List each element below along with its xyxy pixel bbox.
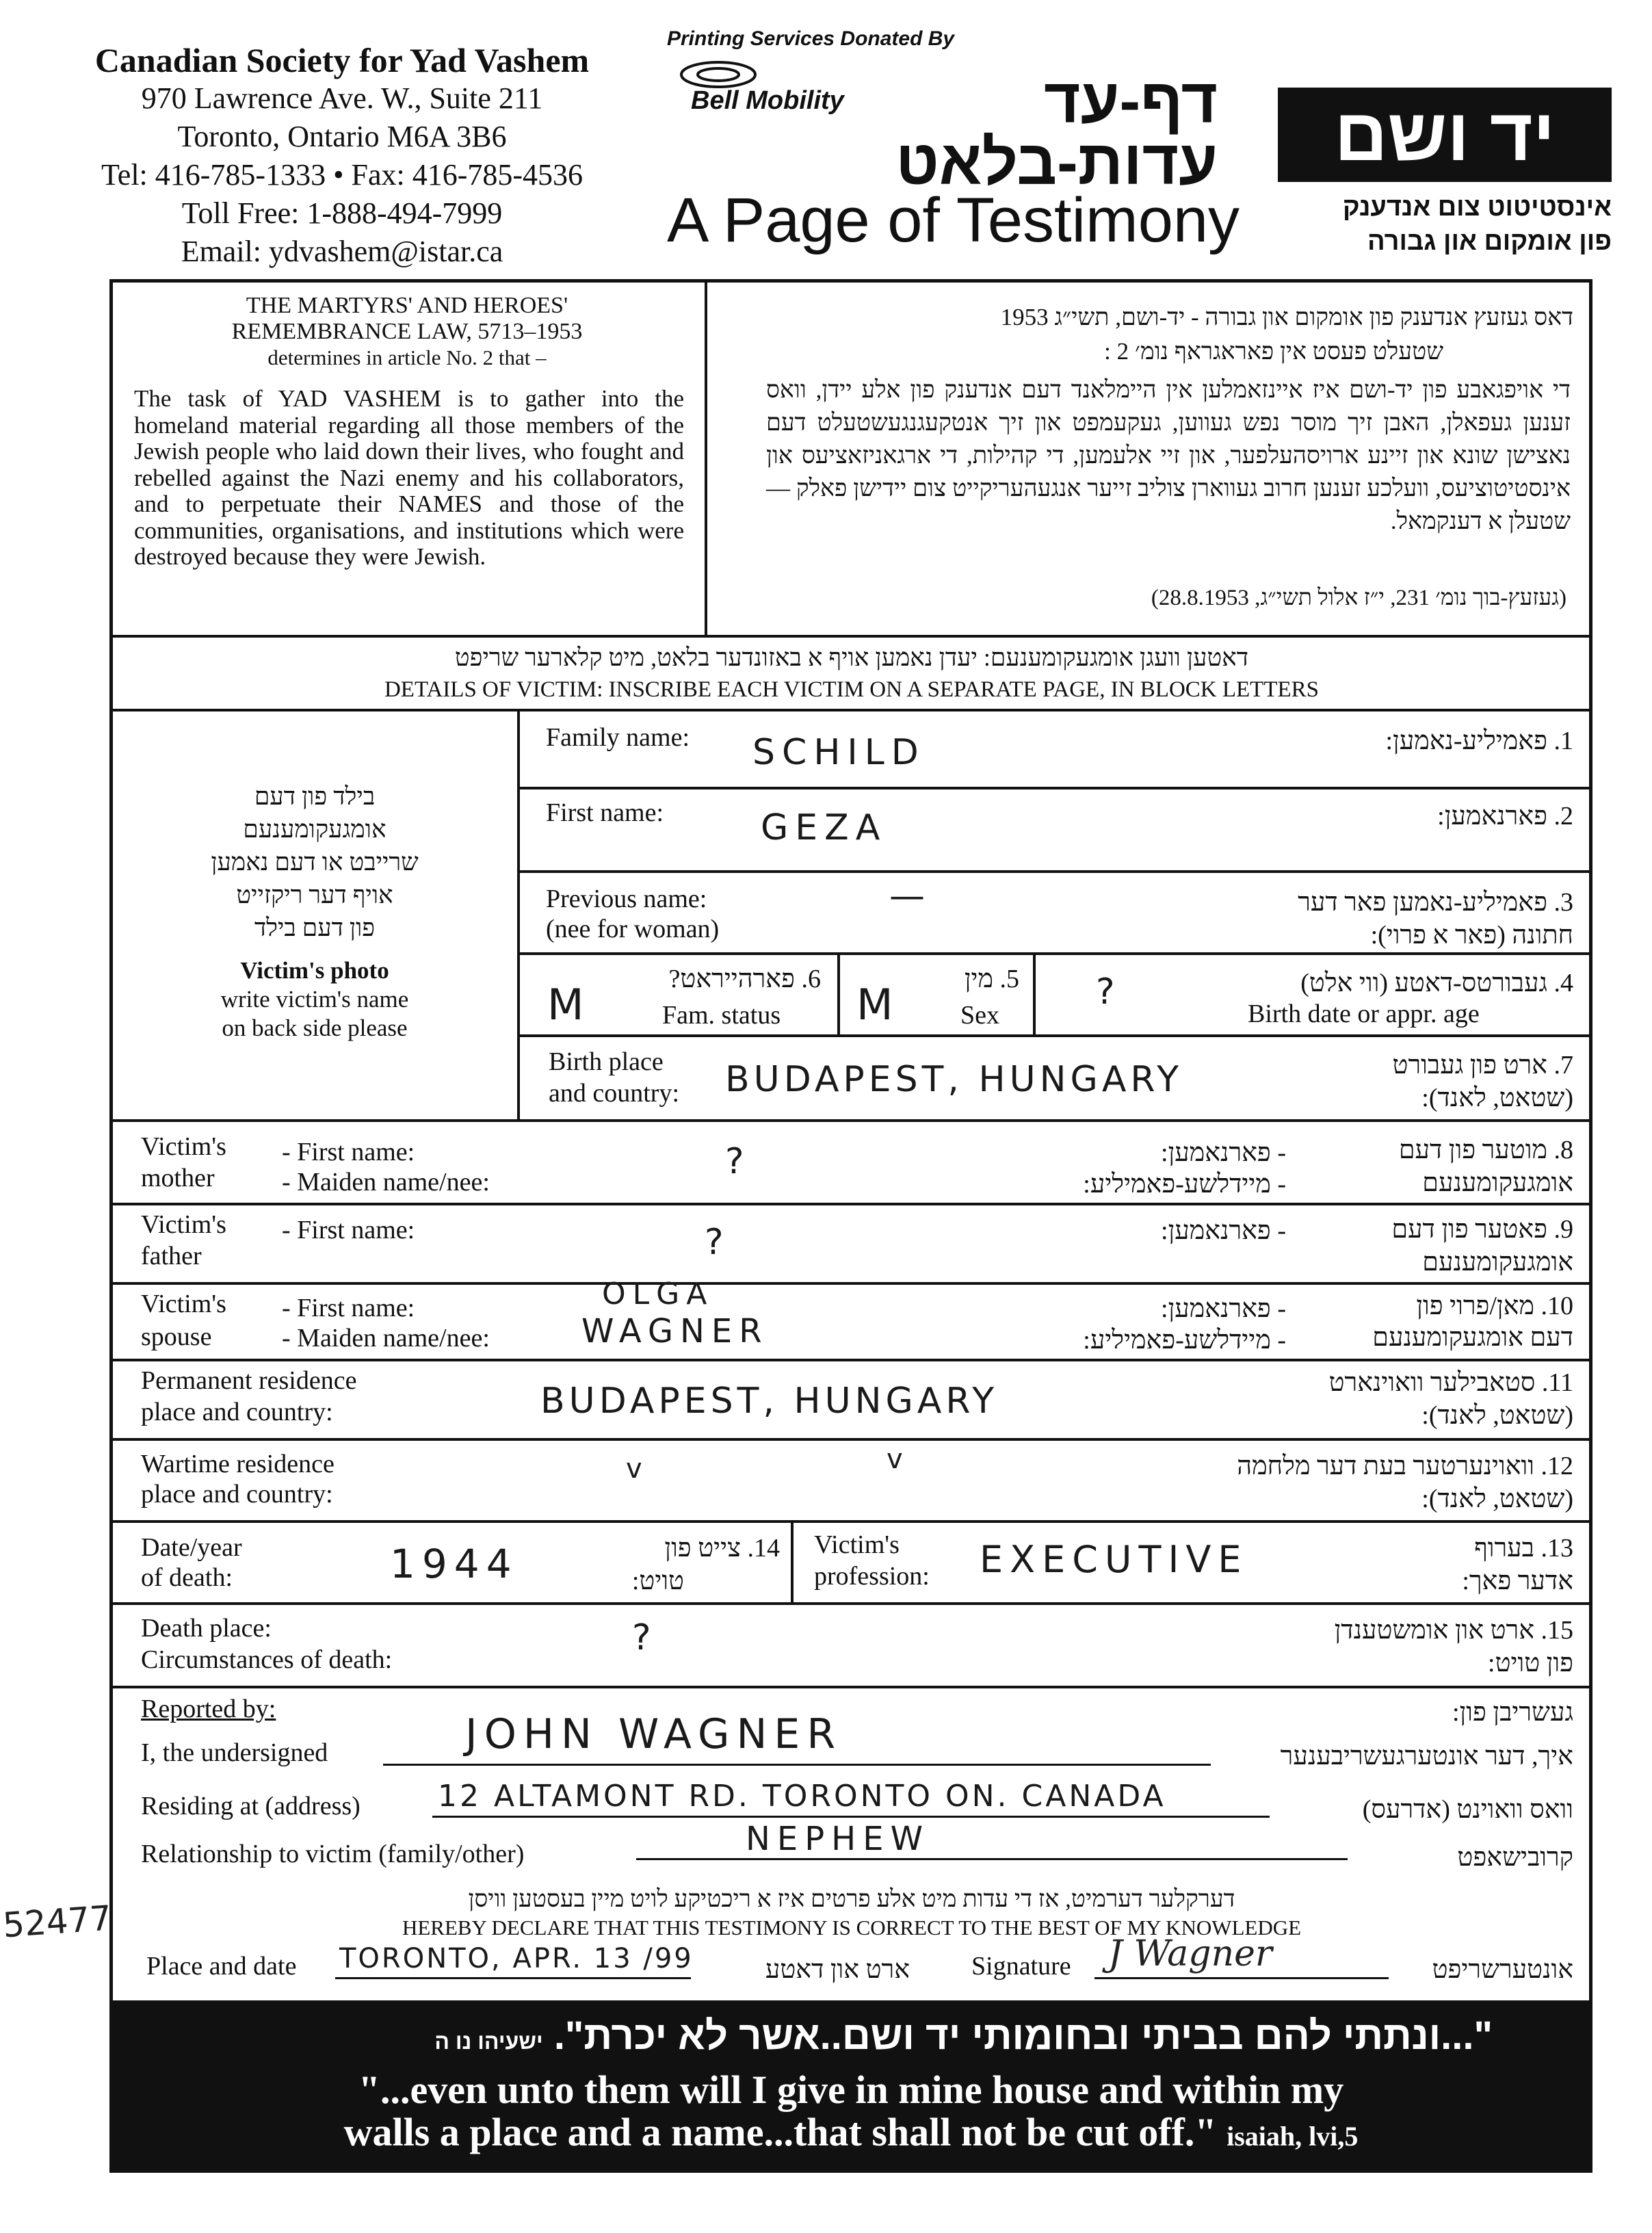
mother-first-label: - First name:	[282, 1138, 415, 1166]
spouse-heb-1: 10. מאן/פרוי פון	[1416, 1292, 1573, 1320]
printing-credit: Printing Services Donated By	[667, 27, 955, 50]
photo-instructions-english	[116, 956, 513, 1043]
rule-birth-place	[111, 1119, 1591, 1122]
logo-text: יד ושם	[1334, 93, 1556, 176]
toll-free: Toll Free: 1-888-494-7999	[181, 196, 503, 230]
birth-date-label: Birth date or appr. age	[1248, 1000, 1480, 1028]
org-name: Canadian Society for Yad Vashem	[94, 41, 590, 79]
spouse-maiden-heb: - מיידלשע-פאמיליע:	[1083, 1326, 1286, 1355]
father-first-heb: - פארנאמען:	[1161, 1216, 1286, 1245]
law-title	[116, 293, 698, 371]
spouse-title-2: spouse	[141, 1322, 212, 1351]
sex-label: Sex	[960, 1001, 999, 1030]
wartime-residence-label-2: place and country:	[141, 1480, 333, 1509]
undersigned-line	[383, 1764, 1211, 1766]
photo-yiddish-line-4: אויף דער ריקזייט	[236, 881, 393, 909]
permanent-residence-label-2: place and country:	[141, 1398, 333, 1426]
first-name-heb: 2. פארנאמען:	[1437, 802, 1573, 831]
footer-english-line-1: "...even unto them will I give in mine house and within my	[358, 2067, 1344, 2112]
death-date-label-2: of death:	[141, 1563, 233, 1592]
rule-details-heading	[111, 709, 1591, 711]
fam-status-value[interactable]: M	[547, 980, 591, 1030]
spouse-title-1: Victim's	[141, 1290, 226, 1318]
death-place-value[interactable]: ?	[632, 1617, 658, 1658]
mother-title-2: mother	[141, 1164, 215, 1192]
mother-maiden-label: - Maiden name/nee:	[282, 1168, 490, 1197]
signature-line	[1094, 1977, 1389, 1979]
rule-previous-name	[519, 952, 1591, 955]
mother-value[interactable]: ?	[725, 1141, 751, 1182]
rule-law-bottom	[111, 635, 1591, 638]
society-address-block	[41, 41, 643, 271]
photo-english-line-2: write victim's name	[220, 986, 409, 1013]
photo-divider	[517, 710, 520, 1121]
rule-death-date	[111, 1602, 1591, 1605]
death-date-heb-2: טויט:	[631, 1567, 684, 1595]
yiddish-title-1: דף-עד	[1044, 66, 1218, 136]
spouse-first-value[interactable]: OLGA	[602, 1277, 714, 1311]
relationship-label: Relationship to victim (family/other)	[141, 1840, 525, 1868]
declaration-english: HEREBY DECLARE THAT THIS TESTIMONY IS CORRECT TO THE BEST OF MY KNOWLEDGE	[402, 1916, 1302, 1940]
previous-name-heb-2: חתונה (פאר א פרוי):	[1370, 921, 1573, 950]
mother-first-heb: - פארנאמען:	[1161, 1138, 1286, 1167]
photo-instructions-yiddish	[116, 780, 513, 944]
address-line-1: 970 Lawrence Ave. W., Suite 211	[141, 81, 543, 115]
profession-value[interactable]: EXECUTIVE	[980, 1538, 1248, 1581]
mother-title-1: Victim's	[141, 1132, 226, 1161]
spouse-first-heb: - פארנאמען:	[1161, 1294, 1286, 1323]
wartime-residence-heb-2: (שטאט, לאנד):	[1421, 1485, 1573, 1513]
logo-sub-1: אינסטיטוט צום אנדענק	[1342, 193, 1612, 222]
wartime-residence-label-1: Wartime residence	[141, 1450, 335, 1478]
birth-place-label: Birth place	[549, 1047, 664, 1076]
relationship-heb: קרובישאפט	[1457, 1843, 1573, 1872]
fam-status-label: Fam. status	[662, 1001, 781, 1030]
footer-english-source: isaiah, lvi,5	[1227, 2121, 1359, 2152]
fam-status-heb: 6. פארהייראט?	[668, 965, 821, 993]
first-name-value[interactable]: GEZA	[761, 807, 887, 848]
rule-spouse	[111, 1359, 1591, 1361]
divider-status-sex	[837, 954, 840, 1034]
death-date-value[interactable]: 1944	[390, 1541, 519, 1587]
birth-date-value[interactable]: ?	[1096, 971, 1122, 1013]
email: Email: ydvashem@istar.ca	[181, 235, 503, 268]
relationship-value[interactable]: NEPHEW	[746, 1820, 930, 1858]
law-divider	[705, 280, 707, 636]
sex-heb: 5. מין	[964, 965, 1019, 993]
law-title-line-1: THE MARTYRS' AND HEROES'	[246, 293, 568, 318]
wartime-residence-heb-1: 12. וואוינערטער בעת דער מלחמה	[1237, 1452, 1573, 1480]
permanent-residence-heb-2: (שטאט, לאנד):	[1421, 1401, 1573, 1430]
father-title-1: Victim's	[141, 1210, 226, 1239]
page-title: A Page of Testimony	[667, 185, 1240, 255]
father-heb-2: אומגעקומענעם	[1422, 1248, 1573, 1277]
death-place-label-2: Circumstances of death:	[141, 1645, 393, 1674]
previous-name-label-2: (nee for woman)	[546, 915, 720, 943]
spouse-heb-2: דעם אומגעקומענעם	[1372, 1323, 1573, 1352]
photo-yiddish-line-5: פון דעם בילד	[254, 914, 376, 941]
footer-english-quote	[111, 2069, 1591, 2158]
yad-vashem-logo	[1278, 88, 1612, 182]
footer-hebrew-source: ישעיהו נו ה	[434, 2029, 543, 2054]
footer-hebrew-quote	[111, 2013, 1493, 2059]
rule-wartime-residence	[111, 1520, 1591, 1523]
place-date-label: Place and date	[146, 1952, 297, 1981]
birth-place-heb-1: 7. ארט פון געבורט	[1392, 1051, 1573, 1080]
address-label: Residing at (address)	[141, 1792, 360, 1820]
declaration-heb: דערקלער דערמיט, אז די עדות מיט אלע פרטים איז א ריכטיקע לויט מיין בעסטען וויסן	[468, 1885, 1235, 1912]
divider-sex-birth	[1033, 954, 1036, 1034]
spouse-maiden-label: - Maiden name/nee:	[282, 1324, 490, 1353]
wartime-residence-value-1[interactable]: v	[626, 1453, 649, 1485]
relationship-line	[636, 1858, 1348, 1860]
death-date-label-1: Date/year	[141, 1533, 242, 1562]
father-value[interactable]: ?	[705, 1222, 731, 1263]
permanent-residence-heb-1: 11. סטאבילער וואוינארט	[1328, 1368, 1573, 1397]
birth-place-heb-2: (שטאט, לאנד):	[1421, 1084, 1573, 1112]
place-date-line	[335, 1977, 691, 1979]
rule-birth-row	[519, 1034, 1591, 1037]
law-yiddish-ref: (געזעץ-בוך נומ׳ 231, י״ז אלול תשי״ג, 28.8.1953)	[1151, 586, 1566, 610]
details-heading-english: DETAILS OF VICTIM: INSCRIBE EACH VICTIM ON A SEPARATE PAGE, IN BLOCK LETTERS	[384, 677, 1320, 702]
death-place-heb-1: 15. ארט און אומשטענדן	[1334, 1616, 1573, 1645]
reported-by-label: Reported by:	[141, 1695, 276, 1723]
previous-name-heb-1: 3. פאמיליע-נאמען פאר דער	[1298, 888, 1573, 917]
address-value[interactable]: 12 ALTAMONT RD. TORONTO ON. CANADA	[438, 1779, 1166, 1814]
father-first-label: - First name:	[282, 1216, 415, 1244]
permanent-residence-value[interactable]: BUDAPEST, HUNGARY	[540, 1381, 998, 1422]
footer-hebrew-text: "...ונתתי להם בביתי ובחומותי יד ושם..אשר לא יכרת".	[553, 2013, 1493, 2058]
sex-value[interactable]: M	[856, 980, 900, 1030]
birth-place-value[interactable]: BUDAPEST, HUNGARY	[725, 1059, 1183, 1100]
previous-name-value[interactable]: —	[889, 876, 932, 917]
law-yiddish-line-2: שטעלט פעסט אין פאראגראף נומ׳ 2 :	[1104, 338, 1443, 365]
signature-value[interactable]: J Wagner	[1108, 1933, 1272, 1974]
father-title-2: father	[141, 1242, 202, 1270]
phone-fax: Tel: 416-785-1333 • Fax: 416-785-4536	[101, 158, 584, 192]
profession-label-2: profession:	[814, 1562, 930, 1591]
previous-name-label: Previous name:	[546, 885, 707, 913]
yiddish-title-2: עדות-בלאט	[895, 128, 1218, 198]
rule-first-name	[519, 870, 1591, 873]
profession-heb-1: 13. בערוף	[1474, 1534, 1573, 1563]
reported-by-heb: געשריבן פון:	[1452, 1698, 1573, 1727]
address-line	[432, 1816, 1270, 1818]
first-name-label: First name:	[546, 798, 664, 827]
profession-label-1: Victim's	[814, 1530, 900, 1559]
birth-place-label-2: and country:	[549, 1079, 680, 1108]
rule-father	[111, 1282, 1591, 1285]
logo-sub-2: פון אומקום און גבורה	[1367, 227, 1612, 256]
signature-heb: אונטערשריפט	[1432, 1955, 1573, 1984]
law-yiddish-body: די אויפגאבע פון יד-ושם איז איינזאמלען אין היימלאנד דעם אנדענק פון אלע יידן, וואס זענען געפאלן, האבן זיך מוסר נפש געווען, געקעמפט און זיך אנטקעגנגעשטעלט דעם נאצישן שונא און זיינע ארויסהעלפער, און זיי אלעמען, די קהילות, די ארגאניזאציעס און אינסטיטוציעס, וועלכע זענען חרוב געווארן צוליב זייער אנגעהעריקייט צום יידישן פאלק — שטעלן א דענקמאל.	[766, 376, 1571, 534]
footer-english-line-2: walls a place and a name...that shall not be cut off."	[343, 2110, 1217, 2154]
permanent-residence-label-1: Permanent residence	[141, 1366, 357, 1395]
birth-date-heb: 4. געבורטס-דאטע (ווי אלט)	[1300, 969, 1573, 997]
rule-permanent-residence	[111, 1438, 1591, 1441]
death-place-heb-2: פון טויט:	[1488, 1649, 1573, 1677]
wartime-residence-value-2[interactable]: v	[887, 1444, 910, 1475]
undersigned-value[interactable]: JOHN WAGNER	[465, 1710, 843, 1758]
signature-label: Signature	[971, 1952, 1071, 1981]
undersigned-heb: איך, דער אונטערגעשריבענער	[1280, 1742, 1573, 1771]
photo-yiddish-line-3: שרייבט או דעם נאמען	[211, 848, 419, 876]
sponsor-name: Bell Mobility	[691, 86, 844, 115]
photo-yiddish-line-1: בילד פון דעם	[254, 783, 376, 810]
rule-family-name	[519, 787, 1591, 789]
photo-english-line-3: on back side please	[222, 1015, 408, 1041]
spouse-maiden-value[interactable]: WAGNER	[581, 1312, 769, 1350]
footer-quote-banner	[111, 2000, 1591, 2171]
margin-number: 52477	[1, 1898, 113, 1946]
profession-heb-2: אדער פאך:	[1462, 1567, 1573, 1595]
mother-maiden-heb: - מיידלשע-פאמיליע:	[1083, 1170, 1286, 1199]
photo-english-line-1: Victim's photo	[240, 957, 389, 984]
law-yiddish-line-1: דאס געזעץ אנדענק פון אומקום און גבורה - יד-ושם, תשי״ג 1953	[1000, 304, 1573, 330]
law-body: The task of YAD VASHEM is to gather into the homeland material regarding all those members of the Jewish people who laid down their lives, who fought and rebelled against the Nazi enemy and his collaborators, and to perpetuate their NAMES and those of the communities, organisations, and institutions which were destroyed because they were Jewish.	[134, 385, 684, 570]
mother-heb-2: אומגעקומענעם	[1422, 1168, 1573, 1197]
death-date-heb-1: 14. צייט פון	[664, 1534, 780, 1563]
divider-death-profession	[791, 1522, 794, 1602]
law-title-line-3: determines in article No. 2 that –	[267, 345, 547, 369]
law-title-line-2: REMEMBRANCE LAW, 5713–1953	[231, 319, 583, 344]
address-heb: וואס וואוינט (אדרעס)	[1362, 1795, 1573, 1824]
undersigned-label: I, the undersigned	[141, 1738, 328, 1767]
address-line-2: Toronto, Ontario M6A 3B6	[177, 120, 507, 153]
details-heading-yiddish: דאטען וועגן אומגעקומענעם: יעדן נאמען אויף א באזונדער בלאט, מיט קלארער שריפט	[454, 644, 1249, 671]
rule-mother	[111, 1203, 1591, 1205]
place-date-heb: ארט און דאטע	[765, 1955, 910, 1984]
family-name-heb: 1. פאמיליע-נאמען:	[1385, 727, 1573, 755]
rule-death-place	[111, 1686, 1591, 1688]
photo-yiddish-line-2: אומגעקומענעם	[243, 815, 386, 843]
mother-heb-1: 8. מוטער פון דעם	[1398, 1136, 1573, 1164]
father-heb-1: 9. פאטער פון דעם	[1391, 1215, 1573, 1244]
spouse-first-label: - First name:	[282, 1294, 415, 1322]
place-date-value[interactable]: TORONTO, APR. 13 /99	[339, 1943, 694, 1974]
death-place-label-1: Death place:	[141, 1614, 272, 1643]
family-name-label: Family name:	[546, 723, 690, 752]
family-name-value[interactable]: SCHILD	[752, 732, 926, 773]
